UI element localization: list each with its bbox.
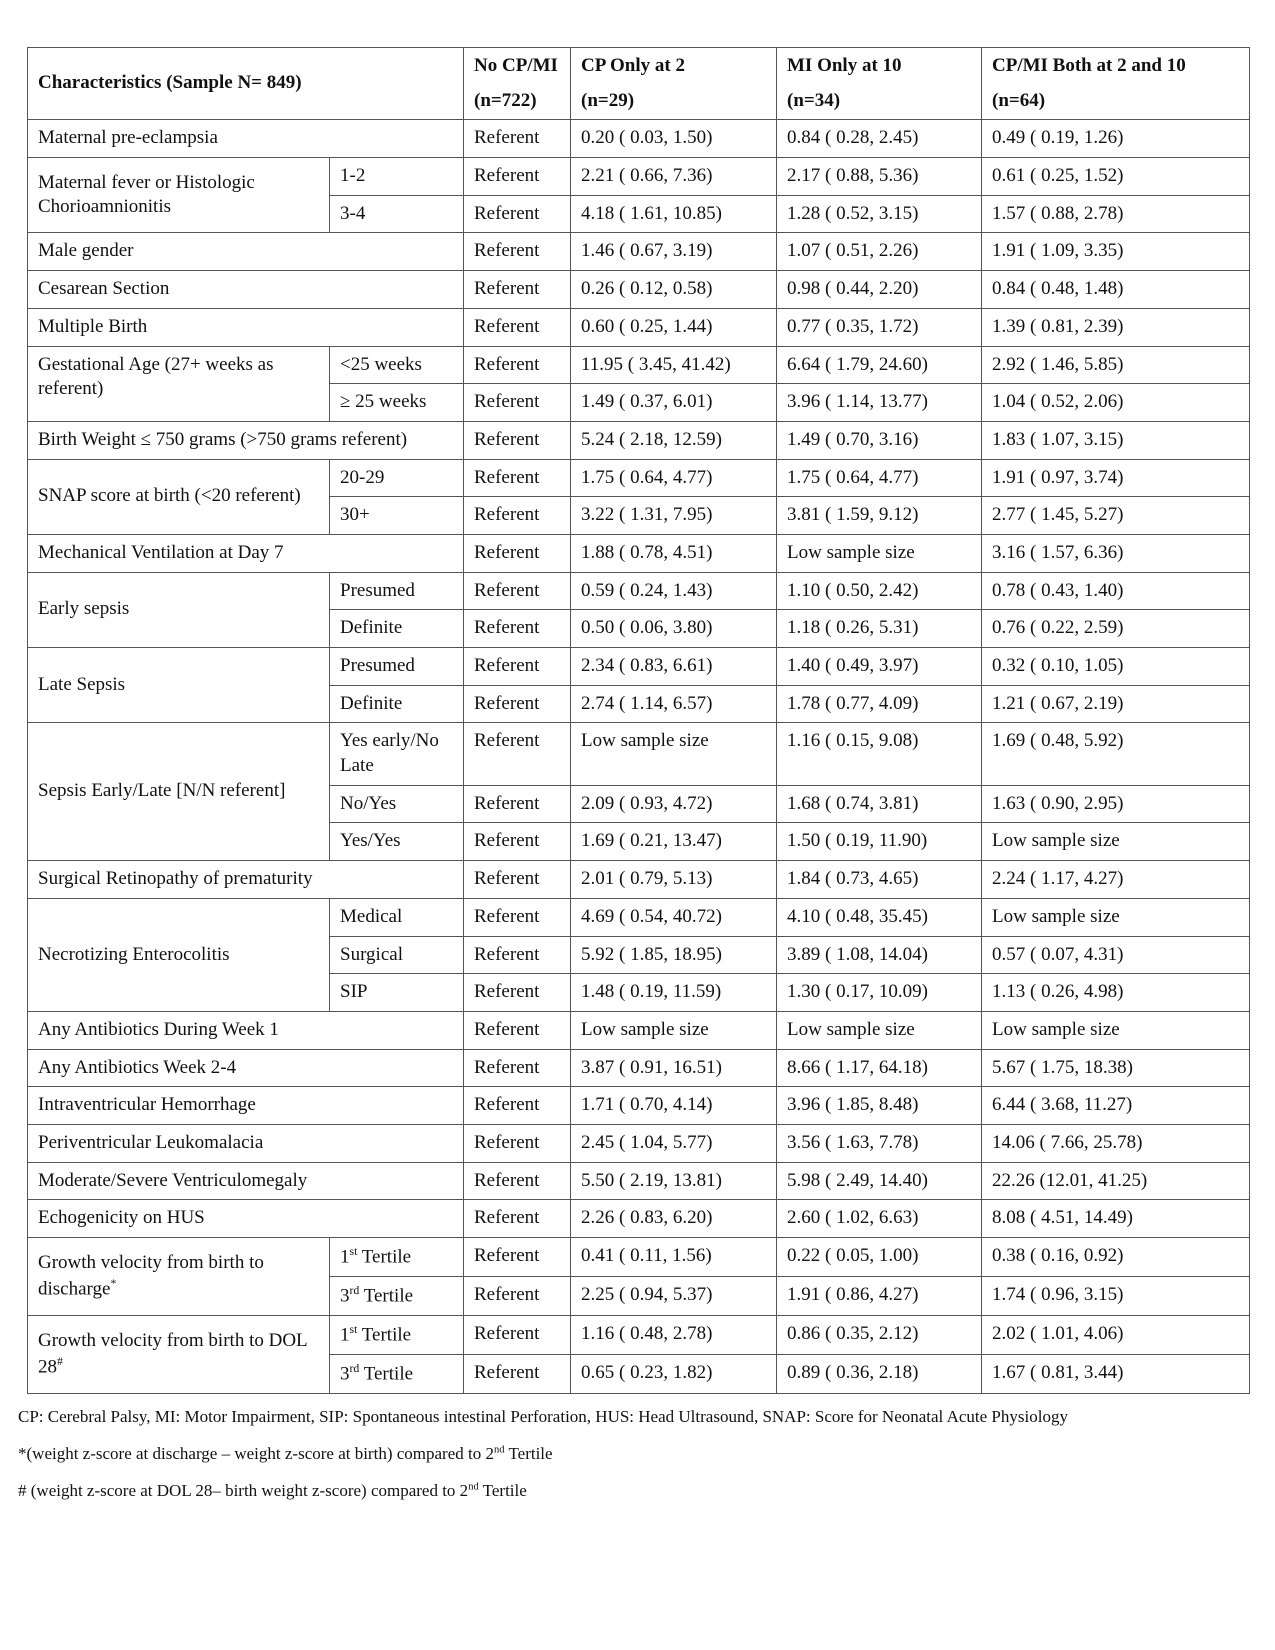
odds-ratio-cell: Low sample size	[571, 723, 777, 785]
row-characteristic: Maternal pre-eclampsia	[28, 120, 464, 158]
row-characteristic: Maternal fever or Histologic Chorioamnionitis	[28, 158, 330, 233]
table-footnotes	[18, 1406, 1258, 1517]
odds-ratio-cell: 6.64 ( 1.79, 24.60)	[777, 346, 982, 384]
table-row	[28, 861, 1250, 899]
odds-ratio-cell: 1.28 ( 0.52, 3.15)	[777, 195, 982, 233]
odds-ratio-cell: 1.49 ( 0.70, 3.16)	[777, 421, 982, 459]
odds-ratio-cell: 2.92 ( 1.46, 5.85)	[982, 346, 1250, 384]
group-name: CP Only at 2	[581, 55, 685, 76]
group-n: (n=29)	[581, 89, 635, 111]
odds-ratio-cell: 0.26 ( 0.12, 0.58)	[571, 271, 777, 309]
odds-ratio-cell: 14.06 ( 7.66, 25.78)	[982, 1124, 1250, 1162]
header-characteristics: Characteristics (Sample N= 849)	[28, 48, 464, 120]
odds-ratio-cell: 1.30 ( 0.17, 10.09)	[777, 974, 982, 1012]
abbreviations-note: CP: Cerebral Palsy, MI: Motor Impairment, SIP: Spontaneous intestinal Perforation, HUS: Head Ultrasound, SNAP: Score for Neonatal Acute Physiology	[18, 1407, 1068, 1426]
row-subcategory: 3rd Tertile	[330, 1277, 464, 1316]
odds-ratio-cell: Referent	[464, 1049, 571, 1087]
odds-ratio-cell: 1.71 ( 0.70, 4.14)	[571, 1087, 777, 1125]
row-subcategory: <25 weeks	[330, 346, 464, 384]
odds-ratio-cell: 0.78 ( 0.43, 1.40)	[982, 572, 1250, 610]
odds-ratio-cell: Referent	[464, 610, 571, 648]
odds-ratio-cell: Referent	[464, 421, 571, 459]
odds-ratio-cell: Referent	[464, 1162, 571, 1200]
odds-ratio-cell: 0.60 ( 0.25, 1.44)	[571, 308, 777, 346]
odds-ratio-cell: 0.61 ( 0.25, 1.52)	[982, 158, 1250, 196]
odds-ratio-cell: 1.69 ( 0.21, 13.47)	[571, 823, 777, 861]
odds-ratio-cell: 1.69 ( 0.48, 5.92)	[982, 723, 1250, 785]
odds-ratio-cell: Referent	[464, 1355, 571, 1394]
odds-ratio-cell: 8.08 ( 4.51, 14.49)	[982, 1200, 1250, 1238]
row-characteristic: Early sepsis	[28, 572, 330, 647]
header-group-cpmi-both	[982, 48, 1250, 120]
odds-ratio-cell: Referent	[464, 1200, 571, 1238]
odds-ratio-cell: 2.60 ( 1.02, 6.63)	[777, 1200, 982, 1238]
odds-ratio-cell: 0.38 ( 0.16, 0.92)	[982, 1238, 1250, 1277]
row-subcategory: Presumed	[330, 648, 464, 686]
table-row	[28, 648, 1250, 686]
table-row	[28, 1162, 1250, 1200]
odds-ratio-cell: 1.74 ( 0.96, 3.15)	[982, 1277, 1250, 1316]
odds-ratio-cell: 1.21 ( 0.67, 2.19)	[982, 685, 1250, 723]
row-characteristic: Intraventricular Hemorrhage	[28, 1087, 464, 1125]
odds-ratio-cell: 1.04 ( 0.52, 2.06)	[982, 384, 1250, 422]
row-characteristic: Echogenicity on HUS	[28, 1200, 464, 1238]
odds-ratio-cell: 0.32 ( 0.10, 1.05)	[982, 648, 1250, 686]
odds-ratio-cell: 1.88 ( 0.78, 4.51)	[571, 534, 777, 572]
odds-ratio-cell: 0.89 ( 0.36, 2.18)	[777, 1355, 982, 1394]
odds-ratio-cell: 8.66 ( 1.17, 64.18)	[777, 1049, 982, 1087]
odds-ratio-cell: Referent	[464, 271, 571, 309]
table-row	[28, 1087, 1250, 1125]
odds-ratio-cell: 1.10 ( 0.50, 2.42)	[777, 572, 982, 610]
row-subcategory: Yes/Yes	[330, 823, 464, 861]
header-group-no-cpmi	[464, 48, 571, 120]
row-subcategory: Definite	[330, 610, 464, 648]
odds-ratio-cell: 3.96 ( 1.85, 8.48)	[777, 1087, 982, 1125]
odds-ratio-cell: 1.91 ( 1.09, 3.35)	[982, 233, 1250, 271]
table-row	[28, 158, 1250, 196]
row-characteristic: Any Antibiotics Week 2-4	[28, 1049, 464, 1087]
odds-ratio-cell: 1.67 ( 0.81, 3.44)	[982, 1355, 1250, 1394]
odds-ratio-cell: 0.22 ( 0.05, 1.00)	[777, 1238, 982, 1277]
group-n: (n=722)	[474, 89, 537, 111]
odds-ratio-cell: 1.46 ( 0.67, 3.19)	[571, 233, 777, 271]
row-subcategory: 1st Tertile	[330, 1238, 464, 1277]
row-subcategory: SIP	[330, 974, 464, 1012]
odds-ratio-cell: 0.50 ( 0.06, 3.80)	[571, 610, 777, 648]
odds-ratio-cell: 2.09 ( 0.93, 4.72)	[571, 785, 777, 823]
odds-ratio-cell: 3.16 ( 1.57, 6.36)	[982, 534, 1250, 572]
header-group-cp-only	[571, 48, 777, 120]
odds-ratio-cell: 1.84 ( 0.73, 4.65)	[777, 861, 982, 899]
row-characteristic: Late Sepsis	[28, 648, 330, 723]
row-characteristic: Periventricular Leukomalacia	[28, 1124, 464, 1162]
odds-ratio-cell: Low sample size	[982, 1011, 1250, 1049]
odds-ratio-cell: Referent	[464, 1011, 571, 1049]
table-row	[28, 723, 1250, 785]
odds-ratio-cell: 3.81 ( 1.59, 9.12)	[777, 497, 982, 535]
table-row	[28, 459, 1250, 497]
odds-ratio-cell: 1.48 ( 0.19, 11.59)	[571, 974, 777, 1012]
table-row	[28, 421, 1250, 459]
odds-ratio-cell: Referent	[464, 1124, 571, 1162]
odds-ratio-cell: 1.13 ( 0.26, 4.98)	[982, 974, 1250, 1012]
odds-ratio-cell: 1.50 ( 0.19, 11.90)	[777, 823, 982, 861]
odds-ratio-cell: Referent	[464, 572, 571, 610]
table-row	[28, 120, 1250, 158]
row-subcategory: 3-4	[330, 195, 464, 233]
odds-ratio-cell: Referent	[464, 723, 571, 785]
odds-ratio-cell: 1.40 ( 0.49, 3.97)	[777, 648, 982, 686]
odds-ratio-cell: 0.59 ( 0.24, 1.43)	[571, 572, 777, 610]
odds-ratio-cell: 2.45 ( 1.04, 5.77)	[571, 1124, 777, 1162]
row-subcategory: Medical	[330, 898, 464, 936]
odds-ratio-cell: 1.39 ( 0.81, 2.39)	[982, 308, 1250, 346]
odds-ratio-cell: Referent	[464, 195, 571, 233]
row-subcategory: Definite	[330, 685, 464, 723]
header-group-mi-only	[777, 48, 982, 120]
odds-ratio-cell: 0.49 ( 0.19, 1.26)	[982, 120, 1250, 158]
odds-ratio-cell: 4.18 ( 1.61, 10.85)	[571, 195, 777, 233]
table-row	[28, 1011, 1250, 1049]
odds-ratio-cell: 3.56 ( 1.63, 7.78)	[777, 1124, 982, 1162]
row-characteristic: Multiple Birth	[28, 308, 464, 346]
odds-ratio-cell: 1.75 ( 0.64, 4.77)	[777, 459, 982, 497]
odds-ratio-cell: 22.26 (12.01, 41.25)	[982, 1162, 1250, 1200]
group-name: No CP/MI	[474, 55, 558, 76]
odds-ratio-cell: 1.68 ( 0.74, 3.81)	[777, 785, 982, 823]
odds-ratio-cell: 1.63 ( 0.90, 2.95)	[982, 785, 1250, 823]
odds-ratio-cell: Referent	[464, 785, 571, 823]
row-subcategory: 20-29	[330, 459, 464, 497]
row-characteristic: Surgical Retinopathy of prematurity	[28, 861, 464, 899]
odds-ratio-cell: Referent	[464, 1277, 571, 1316]
odds-ratio-cell: 0.84 ( 0.48, 1.48)	[982, 271, 1250, 309]
header-row	[28, 48, 1250, 120]
odds-ratio-cell: 2.77 ( 1.45, 5.27)	[982, 497, 1250, 535]
odds-ratio-cell: Referent	[464, 346, 571, 384]
table-row	[28, 534, 1250, 572]
odds-ratio-cell: Referent	[464, 685, 571, 723]
table-row	[28, 271, 1250, 309]
group-n: (n=34)	[787, 89, 841, 111]
table-row	[28, 233, 1250, 271]
row-subcategory: 3rd Tertile	[330, 1355, 464, 1394]
row-subcategory: Presumed	[330, 572, 464, 610]
row-characteristic: Birth Weight ≤ 750 grams (>750 grams referent)	[28, 421, 464, 459]
odds-ratio-cell: Referent	[464, 308, 571, 346]
row-characteristic: Necrotizing Enterocolitis	[28, 898, 330, 1011]
odds-ratio-cell: 1.78 ( 0.77, 4.09)	[777, 685, 982, 723]
row-subcategory: No/Yes	[330, 785, 464, 823]
odds-ratio-cell: 1.83 ( 1.07, 3.15)	[982, 421, 1250, 459]
odds-ratio-cell: 5.67 ( 1.75, 18.38)	[982, 1049, 1250, 1087]
table-row	[28, 1124, 1250, 1162]
odds-ratio-cell: 2.01 ( 0.79, 5.13)	[571, 861, 777, 899]
odds-ratio-cell: 4.69 ( 0.54, 40.72)	[571, 898, 777, 936]
row-characteristic: Sepsis Early/Late [N/N referent]	[28, 723, 330, 861]
odds-ratio-cell: 6.44 ( 3.68, 11.27)	[982, 1087, 1250, 1125]
odds-ratio-cell: Referent	[464, 898, 571, 936]
row-characteristic: Growth velocity from birth to discharge*	[28, 1238, 330, 1316]
row-subcategory: 1-2	[330, 158, 464, 196]
odds-ratio-cell: Low sample size	[982, 823, 1250, 861]
odds-ratio-cell: 1.75 ( 0.64, 4.77)	[571, 459, 777, 497]
odds-ratio-cell: 0.76 ( 0.22, 2.59)	[982, 610, 1250, 648]
row-characteristic: Growth velocity from birth to DOL 28#	[28, 1316, 330, 1394]
row-subcategory: 30+	[330, 497, 464, 535]
odds-ratio-cell: 3.96 ( 1.14, 13.77)	[777, 384, 982, 422]
odds-ratio-cell: Referent	[464, 233, 571, 271]
odds-ratio-cell: Referent	[464, 459, 571, 497]
odds-ratio-cell: 2.74 ( 1.14, 6.57)	[571, 685, 777, 723]
table-body	[28, 120, 1250, 1394]
table-row	[28, 308, 1250, 346]
odds-ratio-cell: 0.86 ( 0.35, 2.12)	[777, 1316, 982, 1355]
odds-ratio-cell: 5.92 ( 1.85, 18.95)	[571, 936, 777, 974]
odds-ratio-cell: 0.20 ( 0.03, 1.50)	[571, 120, 777, 158]
table-row	[28, 898, 1250, 936]
odds-ratio-cell: 1.91 ( 0.97, 3.74)	[982, 459, 1250, 497]
results-table	[27, 47, 1250, 1394]
odds-ratio-cell: 0.65 ( 0.23, 1.82)	[571, 1355, 777, 1394]
odds-ratio-cell: Referent	[464, 534, 571, 572]
odds-ratio-cell: Referent	[464, 1316, 571, 1355]
odds-ratio-cell: 3.22 ( 1.31, 7.95)	[571, 497, 777, 535]
row-characteristic: Any Antibiotics During Week 1	[28, 1011, 464, 1049]
odds-ratio-cell: 5.24 ( 2.18, 12.59)	[571, 421, 777, 459]
odds-ratio-cell: 3.89 ( 1.08, 14.04)	[777, 936, 982, 974]
odds-ratio-cell: 1.16 ( 0.15, 9.08)	[777, 723, 982, 785]
odds-ratio-cell: Low sample size	[777, 534, 982, 572]
odds-ratio-cell: 0.77 ( 0.35, 1.72)	[777, 308, 982, 346]
odds-ratio-cell: 11.95 ( 3.45, 41.42)	[571, 346, 777, 384]
odds-ratio-cell: Referent	[464, 1238, 571, 1277]
row-characteristic: SNAP score at birth (<20 referent)	[28, 459, 330, 534]
table-row	[28, 1238, 1250, 1277]
odds-ratio-cell: Referent	[464, 861, 571, 899]
group-n: (n=64)	[992, 89, 1046, 111]
odds-ratio-cell: 0.57 ( 0.07, 4.31)	[982, 936, 1250, 974]
odds-ratio-cell: 1.57 ( 0.88, 2.78)	[982, 195, 1250, 233]
odds-ratio-cell: 3.87 ( 0.91, 16.51)	[571, 1049, 777, 1087]
odds-ratio-cell: 1.91 ( 0.86, 4.27)	[777, 1277, 982, 1316]
odds-ratio-cell: 5.50 ( 2.19, 13.81)	[571, 1162, 777, 1200]
odds-ratio-cell: 1.18 ( 0.26, 5.31)	[777, 610, 982, 648]
row-characteristic: Male gender	[28, 233, 464, 271]
table-row	[28, 572, 1250, 610]
odds-ratio-cell: Low sample size	[777, 1011, 982, 1049]
row-subcategory: Surgical	[330, 936, 464, 974]
odds-ratio-cell: 2.34 ( 0.83, 6.61)	[571, 648, 777, 686]
row-subcategory: ≥ 25 weeks	[330, 384, 464, 422]
row-characteristic: Moderate/Severe Ventriculomegaly	[28, 1162, 464, 1200]
odds-ratio-cell: Referent	[464, 936, 571, 974]
odds-ratio-cell: 2.02 ( 1.01, 4.06)	[982, 1316, 1250, 1355]
odds-ratio-cell: 1.49 ( 0.37, 6.01)	[571, 384, 777, 422]
odds-ratio-cell: Referent	[464, 158, 571, 196]
table-row	[28, 346, 1250, 384]
footnote-discharge: *(weight z-score at discharge – weight z-score at birth) compared to 2nd Tertile	[18, 1443, 553, 1463]
row-subcategory: 1st Tertile	[330, 1316, 464, 1355]
footnote-dol28: # (weight z-score at DOL 28– birth weight z-score) compared to 2nd Tertile	[18, 1480, 527, 1500]
row-characteristic: Cesarean Section	[28, 271, 464, 309]
table-row	[28, 1200, 1250, 1238]
odds-ratio-cell: 0.84 ( 0.28, 2.45)	[777, 120, 982, 158]
odds-ratio-cell: Referent	[464, 384, 571, 422]
odds-ratio-cell: 2.24 ( 1.17, 4.27)	[982, 861, 1250, 899]
odds-ratio-cell: 0.98 ( 0.44, 2.20)	[777, 271, 982, 309]
row-subcategory: Yes early/No Late	[330, 723, 464, 785]
odds-ratio-cell: Referent	[464, 120, 571, 158]
odds-ratio-cell: Referent	[464, 974, 571, 1012]
odds-ratio-cell: Referent	[464, 1087, 571, 1125]
odds-ratio-cell: Low sample size	[982, 898, 1250, 936]
odds-ratio-cell: Referent	[464, 823, 571, 861]
group-name: CP/MI Both at 2 and 10	[992, 55, 1186, 76]
odds-ratio-cell: 1.16 ( 0.48, 2.78)	[571, 1316, 777, 1355]
row-characteristic: Mechanical Ventilation at Day 7	[28, 534, 464, 572]
group-name: MI Only at 10	[787, 55, 902, 76]
odds-ratio-cell: 2.17 ( 0.88, 5.36)	[777, 158, 982, 196]
odds-ratio-cell: 1.07 ( 0.51, 2.26)	[777, 233, 982, 271]
odds-ratio-cell: 5.98 ( 2.49, 14.40)	[777, 1162, 982, 1200]
table-row	[28, 1049, 1250, 1087]
row-characteristic: Gestational Age (27+ weeks as referent)	[28, 346, 330, 421]
table-row	[28, 1316, 1250, 1355]
odds-ratio-cell: 2.26 ( 0.83, 6.20)	[571, 1200, 777, 1238]
odds-ratio-cell: 2.25 ( 0.94, 5.37)	[571, 1277, 777, 1316]
odds-ratio-cell: Referent	[464, 648, 571, 686]
odds-ratio-cell: Low sample size	[571, 1011, 777, 1049]
odds-ratio-cell: 4.10 ( 0.48, 35.45)	[777, 898, 982, 936]
odds-ratio-cell: 2.21 ( 0.66, 7.36)	[571, 158, 777, 196]
odds-ratio-cell: 0.41 ( 0.11, 1.56)	[571, 1238, 777, 1277]
odds-ratio-cell: Referent	[464, 497, 571, 535]
